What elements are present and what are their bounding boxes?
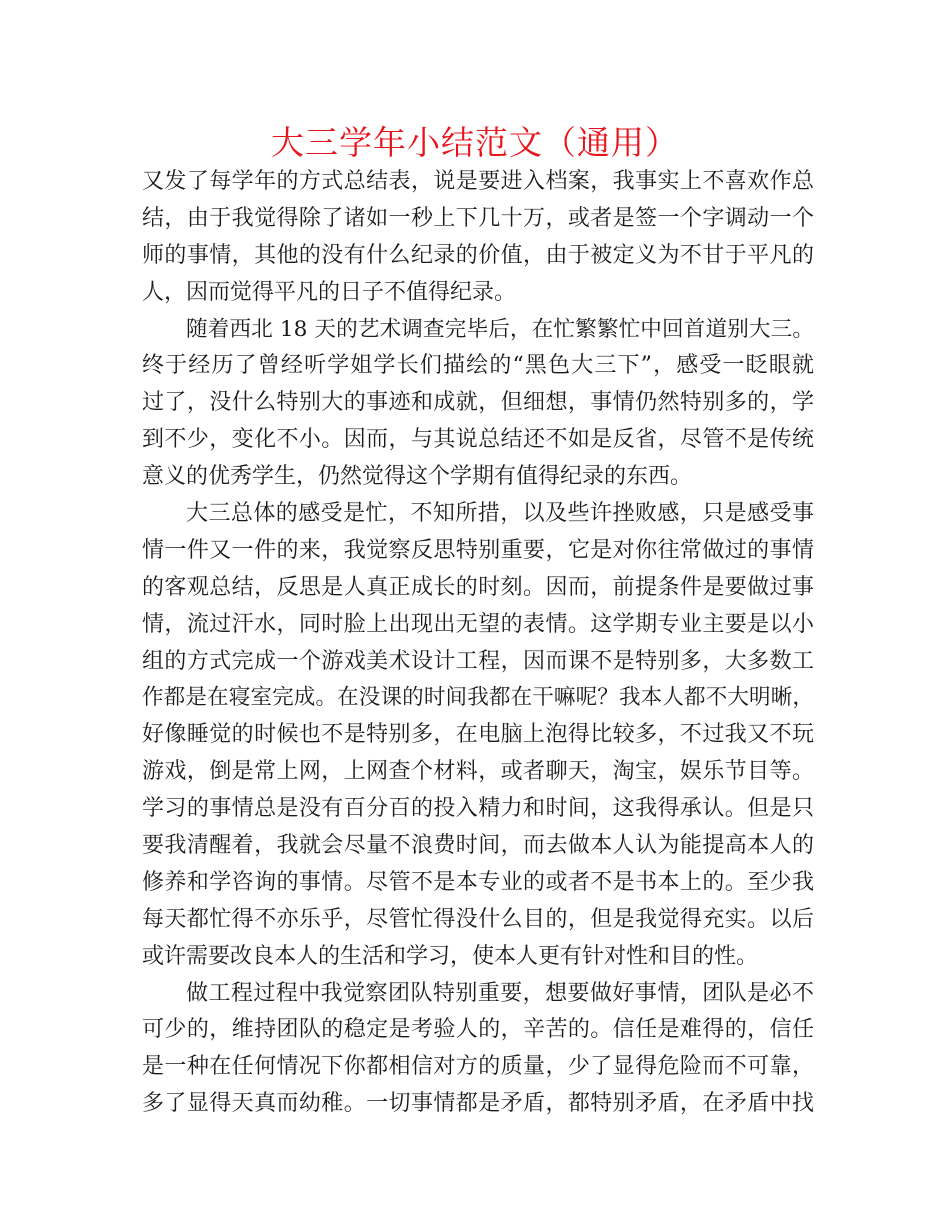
text-line: 又发了每学年的方式总结表，说是要进入档案，我事实上不喜欢作总: [142, 169, 814, 194]
text-line: 的客观总结，反思是人真正成长的时刻。因而，前提条件是要做过事: [142, 574, 814, 600]
text-line: 多了显得天真而幼稚。一切事情都是矛盾，都特别矛盾，在矛盾中找: [142, 1091, 814, 1117]
text-line: 大三总体的感受是忙，不知所措，以及些许挫败感，只是感受事: [186, 501, 814, 527]
text-line: 人，因而觉得平凡的日子不值得纪录。: [142, 279, 517, 305]
text-line: 意义的优秀学生，仍然觉得这个学期有值得纪录的东西。: [142, 464, 693, 490]
text-line: 游戏，倒是常上网，上网查个材料，或者聊天，淘宝，娱乐节目等。: [142, 759, 814, 785]
document-body: [142, 164, 814, 1123]
text-line: 要我清醒着，我就会尽量不浪费时间，而去做本人认为能提高本人的: [142, 833, 814, 859]
text-line: 师的事情，其他的没有什么纪录的价值，由于被定义为不甘于平凡的: [142, 242, 814, 268]
text-line: 随着西北 18 天的艺术调查完毕后，在忙繁繁忙中回首道别大三。: [186, 316, 814, 342]
text-line: 组的方式完成一个游戏美术设计工程，因而课不是特别多，大多数工: [142, 648, 814, 674]
text-line: 学习的事情总是没有百分百的投入精力和时间，这我得承认。但是只: [142, 796, 814, 822]
text-line: 好像睡觉的时候也不是特别多，在电脑上泡得比较多，不过我又不玩: [142, 722, 814, 748]
text-line: 做工程过程中我觉察团队特别重要，想要做好事情，团队是必不: [186, 980, 814, 1006]
text-line: 终于经历了曾经听学姐学长们描绘的“黑色大三下”，感受一眨眼就: [142, 353, 814, 379]
text-line: 情，流过汗水，同时脸上出现出无望的表情。这学期专业主要是以小: [142, 611, 814, 637]
text-line: 情一件又一件的来，我觉察反思特别重要，它是对你往常做过的事情: [142, 537, 814, 563]
text-line: 作都是在寝室完成。在没课的时间我都在干嘛呢？我本人都不大明晰，: [142, 685, 814, 711]
text-line: 到不少，变化不小。因而，与其说总结还不如是反省，尽管不是传统: [142, 427, 814, 453]
text-line: 修养和学咨询的事情。尽管不是本专业的或者不是书本上的。至少我: [142, 869, 814, 895]
text-line: 可少的，维持团队的稳定是考验人的，辛苦的。信任是难得的，信任: [142, 1017, 814, 1043]
text-line: 是一种在任何情况下你都相信对方的质量，少了显得危险而不可靠，: [142, 1054, 814, 1080]
text-line: 或许需要改良本人的生活和学习，使本人更有针对性和目的性。: [142, 943, 759, 969]
text-line: 每天都忙得不亦乐乎，尽管忙得没什么目的，但是我觉得充实。以后: [142, 906, 814, 932]
text-line: 过了，没什么特别大的事迹和成就，但细想，事情仍然特别多的，学: [142, 390, 814, 416]
text-line: 结，由于我觉得除了诸如一秒上下几十万，或者是签一个字调动一个: [142, 205, 814, 231]
document-title: 大三学年小结范文（通用）: [271, 123, 679, 162]
